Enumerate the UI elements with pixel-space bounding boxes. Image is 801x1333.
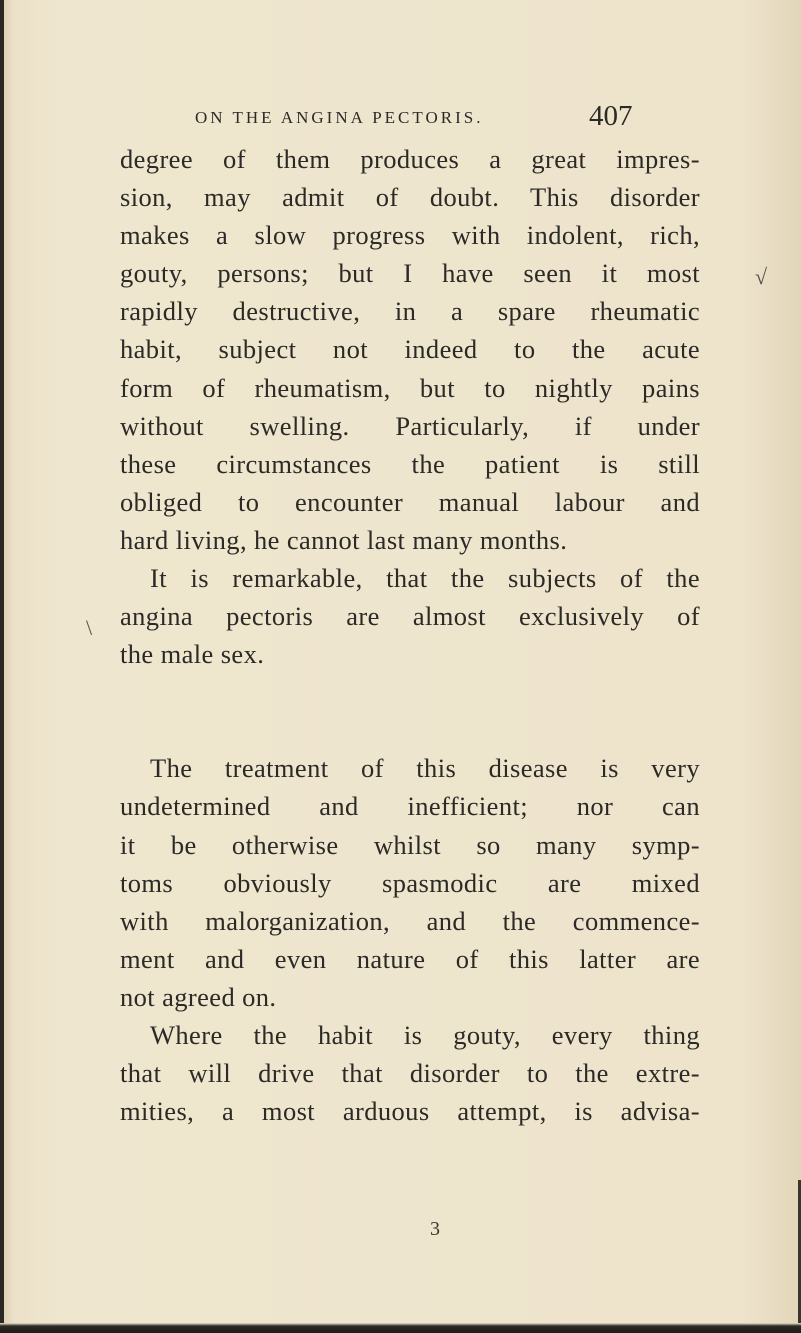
text-line: the male sex. <box>120 639 265 670</box>
signature-mark: 3 <box>430 1218 440 1240</box>
text-line: rapidly destructive, in a spare rheumatic <box>120 296 700 327</box>
text-line: sion, may admit of doubt. This disorder <box>120 182 700 213</box>
text-line: habit, subject not indeed to the acute <box>120 334 700 365</box>
text-line: undetermined and inefficient; nor can <box>120 791 700 822</box>
text-line: form of rheumatism, but to nightly pains <box>120 372 700 403</box>
text-line: hard living, he cannot last many months. <box>120 524 568 555</box>
page-header <box>195 100 655 140</box>
text-line: It is remarkable, that the subjects of the <box>150 563 700 594</box>
text-line: with malorganization, and the commence- <box>120 905 700 936</box>
paragraph-gap <box>120 673 700 749</box>
text-line: angina pectoris are almost exclusively of <box>120 601 700 632</box>
margin-check-mark: √ <box>755 264 768 289</box>
body-text <box>120 140 700 1130</box>
text-line: Where the habit is gouty, every thing <box>150 1019 700 1050</box>
text-line: these circumstances the patient is still <box>120 448 700 479</box>
text-line: ment and even nature of this latter are <box>120 943 700 974</box>
text-line: degree of them produces a great impres- <box>120 144 700 174</box>
page-left-edge <box>0 0 4 1333</box>
running-head: ON THE ANGINA PECTORIS. <box>195 108 484 127</box>
text-line: not agreed on. <box>120 981 277 1012</box>
text-line: makes a slow progress with indolent, rich, <box>120 220 700 251</box>
margin-pencil-mark: \ <box>86 615 93 640</box>
text-line: mities, a most arduous attempt, is advisa- <box>120 1096 700 1127</box>
text-line: it be otherwise whilst so many symp- <box>120 829 700 860</box>
text-line: gouty, persons; but I have seen it most <box>120 258 700 289</box>
text-line: The treatment of this disease is very <box>150 753 700 784</box>
page-bottom-edge <box>0 1323 801 1333</box>
text-line: obliged to encounter manual labour and <box>120 486 700 517</box>
page-number: 407 <box>589 100 633 132</box>
text-line: toms obviously spasmodic are mixed <box>120 867 700 898</box>
text-line: that will drive that disorder to the extre- <box>120 1058 700 1089</box>
text-line: without swelling. Particularly, if under <box>120 410 700 441</box>
